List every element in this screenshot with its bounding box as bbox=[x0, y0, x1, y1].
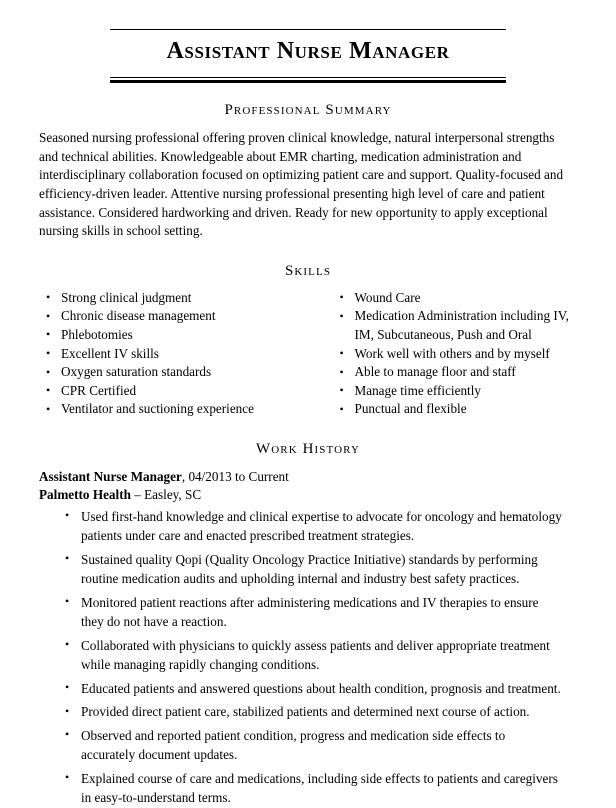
job-location: – Easley, SC bbox=[130, 486, 202, 502]
list-item bbox=[39, 363, 315, 382]
list-item bbox=[39, 382, 315, 401]
skill-label: Excellent IV skills bbox=[61, 345, 159, 361]
list-item bbox=[39, 400, 315, 419]
job-responsibilities-list bbox=[39, 507, 576, 808]
list-item bbox=[333, 382, 591, 401]
header-double-rule bbox=[110, 77, 506, 83]
responsibility-text: Educated patients and answered questions about health condition, prognosis and treatment. bbox=[81, 680, 561, 696]
job-title: Assistant Nurse Manager bbox=[39, 468, 182, 484]
skills-list-right bbox=[333, 289, 591, 419]
list-item bbox=[39, 326, 315, 345]
skill-label: Ventilator and suctioning experience bbox=[61, 401, 254, 417]
skill-label: Work well with others and by myself bbox=[354, 345, 550, 361]
responsibility-text: Sustained quality Qopi (Quality Oncology Practice Initiative) standards by performing routine medication audits and upholding internal and industry best safety practices. bbox=[81, 551, 538, 587]
list-item bbox=[39, 307, 315, 326]
skill-label: CPR Certified bbox=[61, 382, 137, 398]
skills-section bbox=[0, 289, 616, 419]
job-dates: , 04/2013 to Current bbox=[181, 468, 289, 484]
list-item bbox=[59, 679, 562, 699]
job-title-line bbox=[39, 468, 576, 486]
resume-header bbox=[0, 0, 616, 83]
list-item bbox=[333, 363, 591, 382]
list-item bbox=[59, 593, 562, 632]
skill-label: Chronic disease management bbox=[61, 308, 216, 324]
skills-list-left bbox=[39, 289, 315, 419]
list-item bbox=[59, 726, 562, 765]
responsibility-text: Collaborated with physicians to quickly assess patients and deliver appropriate treatment while managing rapidly changing conditions. bbox=[81, 637, 550, 673]
skill-label: Oxygen saturation standards bbox=[61, 364, 212, 380]
skill-label: Strong clinical judgment bbox=[61, 289, 192, 305]
section-heading-skills: Skills bbox=[284, 262, 332, 279]
skill-label: Able to manage floor and staff bbox=[354, 364, 516, 380]
list-item bbox=[333, 400, 591, 419]
list-item bbox=[39, 345, 315, 364]
skill-label: Medication Administration including IV, IM, Subcutaneous, Push and Oral bbox=[354, 308, 569, 342]
responsibility-text: Monitored patient reactions after administering medications and IV therapies to ensure they do not have a reaction. bbox=[81, 594, 539, 630]
responsibility-text: Used first-hand knowledge and clinical expertise to advocate for oncology and hematology patients under care and enacted prescribed treatment strategies. bbox=[81, 508, 562, 544]
section-heading-professional-summary: Professional Summary bbox=[224, 102, 392, 119]
professional-summary-section bbox=[0, 129, 616, 241]
list-item bbox=[59, 702, 562, 722]
skills-column-left bbox=[39, 289, 315, 419]
responsibility-text: Provided direct patient care, stabilized patients and determined next course of action. bbox=[81, 704, 530, 720]
header-top-rule bbox=[110, 29, 506, 30]
professional-summary-text: Seasoned nursing professional offering proven clinical knowledge, natural interpersonal strengths and technical abilities. Knowledgeable about EMR charting, medication administration and interdisciplinary collaboration focused on optimizing patient care and support. Quality-focused and efficiency-driven leader. Attentive nursing professional presenting high level of care and patient assistance. Considered hardworking and driven. Ready for new opportunity to apply exceptional nursing skills in school setting. bbox=[39, 130, 564, 239]
list-item bbox=[59, 507, 562, 546]
list-item bbox=[59, 636, 562, 675]
responsibility-text: Explained course of care and medications, including side effects to patients and caregivers in easy-to-understand terms. bbox=[81, 770, 558, 806]
skill-label: Phlebotomies bbox=[61, 326, 133, 342]
list-item bbox=[333, 307, 591, 344]
list-item bbox=[39, 289, 315, 308]
skill-label: Punctual and flexible bbox=[354, 401, 467, 417]
header-rule-thick bbox=[110, 80, 506, 83]
job-employer: Palmetto Health bbox=[39, 486, 131, 502]
job-employer-line bbox=[39, 486, 576, 504]
skill-label: Manage time efficiently bbox=[354, 382, 481, 398]
list-item bbox=[59, 769, 562, 808]
list-item bbox=[59, 550, 562, 589]
section-heading-work-history: Work History bbox=[255, 440, 361, 457]
list-item bbox=[333, 289, 591, 308]
skill-label: Wound Care bbox=[354, 289, 421, 305]
skills-column-right bbox=[315, 289, 591, 419]
work-history-entry bbox=[0, 468, 616, 808]
responsibility-text: Observed and reported patient condition, progress and medication side effects to accurately document updates. bbox=[81, 727, 506, 763]
page-title: Assistant Nurse Manager bbox=[166, 38, 450, 64]
list-item bbox=[333, 345, 591, 364]
